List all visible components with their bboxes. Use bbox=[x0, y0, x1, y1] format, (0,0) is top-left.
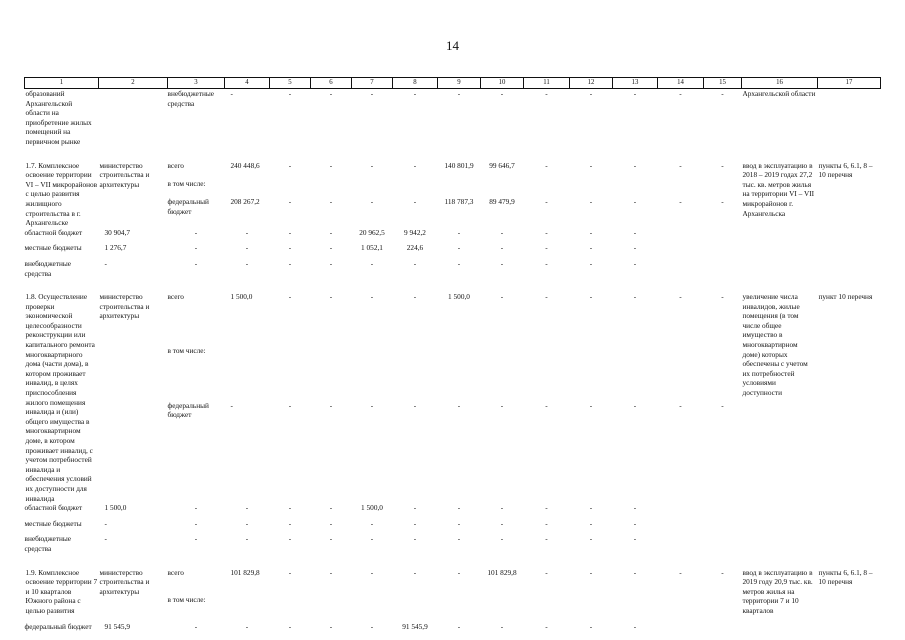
value-cell bbox=[225, 179, 270, 191]
value-cell: - bbox=[245, 534, 249, 544]
value-cell: - bbox=[545, 621, 548, 631]
result-cell: ввод в эксплуатацию в 2019 году 20,9 тыс. кв. метров жилья на территории 7 и 10 кварталов bbox=[742, 567, 813, 615]
value-cell: - bbox=[589, 567, 593, 577]
value-cell bbox=[570, 595, 613, 616]
value-cell: - bbox=[329, 534, 333, 544]
value-cell bbox=[438, 346, 481, 394]
value-cell: - bbox=[329, 258, 333, 268]
value-cell: - bbox=[633, 621, 637, 631]
program-table bbox=[24, 77, 881, 631]
value-cell: - bbox=[679, 292, 682, 302]
value-cell: 1 052,1 bbox=[361, 243, 383, 253]
funding-source-cell: внебюджетные средства bbox=[24, 258, 72, 278]
value-cell: - bbox=[633, 503, 637, 513]
value-cell: - bbox=[329, 621, 333, 631]
value-cell: - bbox=[633, 243, 637, 253]
value-cell: - bbox=[500, 621, 504, 631]
value-cell bbox=[658, 346, 704, 394]
value-cell: - bbox=[457, 243, 461, 253]
value-cell bbox=[704, 595, 742, 616]
column-header-3: 3 bbox=[168, 78, 225, 89]
funding-source-cell: всего bbox=[167, 567, 184, 577]
value-cell: - bbox=[457, 400, 461, 410]
value-cell: - bbox=[633, 400, 637, 410]
column-header-13: 13 bbox=[613, 78, 658, 89]
value-cell bbox=[311, 346, 352, 394]
value-cell: - bbox=[245, 518, 249, 528]
value-cell bbox=[481, 179, 524, 191]
value-cell: - bbox=[545, 160, 548, 170]
value-cell: - bbox=[194, 534, 198, 544]
activity-cell: 1.8. Осуществление проверки экономической целесообразности реконструкции или капитального ремонта многоквартирного дома (части дома), в котором проживает инвалид, в целях приспособления жилого помещения инвалида и (или) общего имущества в многоквартирном доме, в котором проживает инвалид, с учетом потребностей инвалида и обеспечения условий их доступности для инвалида bbox=[25, 292, 95, 503]
value-cell: - bbox=[370, 160, 374, 170]
value-cell: - bbox=[545, 243, 548, 253]
value-cell bbox=[613, 595, 658, 616]
funding-source-cell: областной бюджет bbox=[24, 227, 83, 237]
activity-cell: 1.9. Комплексное освоение территории 7 и 10 кварталов Южного района с целью развития bbox=[25, 567, 98, 615]
value-cell bbox=[393, 346, 438, 394]
value-cell: - bbox=[288, 534, 292, 544]
value-cell bbox=[225, 595, 270, 616]
column-header-15: 15 bbox=[704, 78, 742, 89]
result-cell: Архангельской области bbox=[742, 89, 816, 98]
value-cell bbox=[311, 179, 352, 191]
value-cell bbox=[613, 179, 658, 191]
value-cell: - bbox=[245, 258, 249, 268]
value-cell: - bbox=[633, 89, 637, 98]
value-cell: - bbox=[288, 89, 292, 98]
value-cell: - bbox=[413, 400, 417, 410]
value-cell bbox=[524, 346, 570, 394]
value-cell: 101 829,8 bbox=[487, 567, 517, 577]
value-cell: - bbox=[457, 518, 461, 528]
value-cell: 91 545,9 bbox=[402, 621, 428, 631]
value-cell: - bbox=[545, 227, 548, 237]
activity-cell: образований Архангельской области на приобретение жилых помещений на первичном рынке bbox=[25, 89, 92, 146]
value-cell: - bbox=[370, 567, 374, 577]
funding-source-cell: всего bbox=[167, 292, 184, 302]
value-cell: - bbox=[104, 518, 107, 528]
value-cell: 9 942,2 bbox=[404, 227, 426, 237]
spacer-cell bbox=[704, 497, 742, 503]
value-cell bbox=[352, 595, 393, 616]
value-cell: - bbox=[457, 621, 461, 631]
value-cell: - bbox=[589, 197, 593, 207]
table-row bbox=[25, 259, 881, 278]
value-cell: - bbox=[288, 160, 292, 170]
value-cell: - bbox=[370, 258, 374, 268]
value-cell: - bbox=[413, 160, 417, 170]
value-cell: 89 479,9 bbox=[489, 197, 515, 207]
value-cell: - bbox=[194, 243, 198, 253]
value-cell bbox=[481, 346, 524, 394]
value-cell: - bbox=[500, 534, 504, 544]
column-number-header bbox=[25, 78, 881, 89]
funding-source-cell: областной бюджет bbox=[24, 503, 83, 513]
value-cell: - bbox=[589, 243, 593, 253]
column-header-2: 2 bbox=[99, 78, 168, 89]
funding-source-cell: федеральный бюджет bbox=[167, 197, 209, 216]
column-header-5: 5 bbox=[270, 78, 311, 89]
value-cell: - bbox=[413, 567, 417, 577]
value-cell: - bbox=[413, 197, 417, 207]
value-cell: - bbox=[104, 258, 107, 268]
value-cell: - bbox=[500, 243, 504, 253]
value-cell: - bbox=[329, 503, 333, 513]
value-cell: - bbox=[721, 89, 724, 98]
points-cell: пункты 6, 6.1, 8 – 10 перечня bbox=[818, 160, 873, 180]
value-cell: - bbox=[288, 621, 292, 631]
value-cell: - bbox=[589, 89, 593, 98]
responsible-cell: министерство строительства и архитектуры bbox=[99, 292, 150, 321]
funding-source-cell: внебюджетные средства bbox=[167, 89, 215, 108]
value-cell: - bbox=[413, 518, 417, 528]
points-cell: пункт 10 перечня bbox=[818, 292, 873, 302]
value-cell: - bbox=[545, 258, 548, 268]
value-cell bbox=[613, 346, 658, 394]
table-row bbox=[25, 292, 881, 340]
value-cell: 91 545,9 bbox=[104, 621, 131, 631]
value-cell: - bbox=[288, 197, 292, 207]
funding-source-cell: в том числе: bbox=[167, 178, 206, 188]
column-header-1: 1 bbox=[25, 78, 99, 89]
value-cell: - bbox=[500, 518, 504, 528]
value-cell: - bbox=[457, 258, 461, 268]
value-cell: - bbox=[589, 621, 593, 631]
block-separator bbox=[25, 278, 881, 292]
value-cell: - bbox=[288, 292, 292, 302]
value-cell: 99 646,7 bbox=[489, 160, 515, 170]
value-cell bbox=[352, 346, 393, 394]
value-cell: - bbox=[245, 227, 249, 237]
value-cell: - bbox=[633, 258, 637, 268]
value-cell: - bbox=[679, 567, 682, 577]
value-cell: - bbox=[288, 518, 292, 528]
funding-source-cell: местные бюджеты bbox=[24, 243, 82, 253]
value-cell: 208 267,2 bbox=[230, 197, 260, 207]
value-cell: - bbox=[545, 534, 548, 544]
value-cell: - bbox=[633, 227, 637, 237]
column-header-17: 17 bbox=[818, 78, 881, 89]
value-cell: - bbox=[245, 621, 249, 631]
value-cell bbox=[481, 595, 524, 616]
spacer-cell bbox=[704, 222, 742, 228]
value-cell: - bbox=[589, 292, 593, 302]
value-cell bbox=[524, 595, 570, 616]
table-row bbox=[25, 622, 881, 632]
value-cell: 1 500,0 bbox=[230, 292, 253, 302]
value-cell: 118 787,3 bbox=[444, 197, 474, 207]
value-cell: - bbox=[370, 518, 374, 528]
value-cell: - bbox=[370, 400, 374, 410]
value-cell: - bbox=[413, 503, 417, 513]
column-header-6: 6 bbox=[311, 78, 352, 89]
value-cell bbox=[270, 346, 311, 394]
responsible-cell: министерство строительства и архитектуры bbox=[99, 160, 150, 189]
value-cell: - bbox=[457, 534, 461, 544]
value-cell: - bbox=[329, 243, 333, 253]
value-cell: - bbox=[194, 503, 198, 513]
value-cell: - bbox=[329, 518, 333, 528]
value-cell: - bbox=[413, 292, 417, 302]
value-cell: - bbox=[500, 258, 504, 268]
value-cell: - bbox=[679, 400, 682, 410]
value-cell: - bbox=[589, 160, 593, 170]
value-cell: - bbox=[370, 534, 374, 544]
value-cell: - bbox=[413, 258, 417, 268]
value-cell: - bbox=[230, 400, 233, 410]
value-cell: - bbox=[457, 503, 461, 513]
value-cell: - bbox=[329, 89, 333, 98]
value-cell: - bbox=[329, 292, 333, 302]
value-cell: - bbox=[545, 567, 548, 577]
table-row bbox=[25, 519, 881, 529]
value-cell bbox=[524, 179, 570, 191]
value-cell: - bbox=[589, 534, 593, 544]
value-cell: - bbox=[370, 292, 374, 302]
value-cell: - bbox=[194, 621, 198, 631]
separator-cell bbox=[25, 278, 881, 292]
value-cell bbox=[393, 595, 438, 616]
value-cell: - bbox=[545, 518, 548, 528]
block-separator bbox=[25, 554, 881, 568]
value-cell: - bbox=[104, 534, 107, 544]
value-cell: - bbox=[457, 89, 461, 98]
responsible-cell bbox=[99, 89, 168, 147]
value-cell: - bbox=[589, 503, 593, 513]
separator-cell bbox=[25, 554, 881, 568]
table-row bbox=[25, 161, 881, 173]
value-cell bbox=[225, 346, 270, 394]
value-cell: 1 500,0 bbox=[104, 503, 127, 513]
result-cell: увеличение числа инвалидов, жилые помещения (в том числе общее имущество в многоквартирном доме) которых обеспечены с учетом их потребностей условиями доступности bbox=[742, 292, 808, 398]
value-cell: - bbox=[194, 227, 198, 237]
value-cell: - bbox=[288, 227, 292, 237]
value-cell: - bbox=[633, 518, 637, 528]
value-cell: - bbox=[721, 400, 724, 410]
spacer-cell bbox=[658, 497, 704, 503]
value-cell: - bbox=[245, 243, 249, 253]
result-cell: ввод в эксплуатацию в 2018 – 2019 годах 27,2 тыс. кв. метров жилья на территории VI – VII микрорайонов г. Архангельска bbox=[742, 160, 815, 218]
value-cell bbox=[704, 179, 742, 191]
value-cell: - bbox=[721, 567, 724, 577]
funding-source-cell: федеральный бюджет bbox=[24, 621, 92, 631]
value-cell: - bbox=[370, 621, 374, 631]
spacer-cell bbox=[658, 222, 704, 228]
value-cell: - bbox=[633, 534, 637, 544]
value-cell: 224,6 bbox=[406, 243, 424, 253]
value-cell: - bbox=[370, 197, 374, 207]
points-cell: пункты 6, 6.1, 8 – 10 перечня bbox=[818, 567, 873, 587]
value-cell: - bbox=[288, 258, 292, 268]
table-body bbox=[25, 89, 881, 632]
value-cell bbox=[438, 595, 481, 616]
value-cell bbox=[270, 179, 311, 191]
funding-source-cell: местные бюджеты bbox=[24, 518, 82, 528]
value-cell: - bbox=[500, 227, 504, 237]
value-cell: - bbox=[288, 503, 292, 513]
value-cell bbox=[658, 595, 704, 616]
responsible-cell: министерство строительства и архитектуры bbox=[99, 567, 150, 596]
value-cell: - bbox=[589, 258, 593, 268]
table-row bbox=[25, 503, 881, 513]
value-cell: - bbox=[329, 400, 333, 410]
funding-source-cell: всего bbox=[167, 160, 184, 170]
value-cell: - bbox=[589, 227, 593, 237]
table-row bbox=[25, 89, 881, 147]
block-separator bbox=[25, 147, 881, 161]
value-cell: - bbox=[413, 534, 417, 544]
table-row bbox=[25, 568, 881, 589]
value-cell: - bbox=[633, 197, 637, 207]
column-header-11: 11 bbox=[524, 78, 570, 89]
separator-cell bbox=[25, 147, 881, 161]
column-header-14: 14 bbox=[658, 78, 704, 89]
column-header-4: 4 bbox=[225, 78, 270, 89]
funding-source-cell: в том числе: bbox=[167, 346, 206, 356]
value-cell: 1 276,7 bbox=[104, 243, 127, 253]
value-cell bbox=[570, 346, 613, 394]
value-cell: - bbox=[288, 400, 292, 410]
value-cell: - bbox=[370, 89, 374, 98]
value-cell: - bbox=[329, 197, 333, 207]
value-cell: 101 829,8 bbox=[230, 567, 260, 577]
value-cell: - bbox=[589, 400, 593, 410]
activity-cell: 1.7. Комплексное освоение территории VI – VII микрорайонов с целью развития жилищного строительства в г. Архангельске bbox=[25, 160, 98, 228]
value-cell: - bbox=[329, 160, 333, 170]
table-row bbox=[25, 534, 881, 553]
value-cell: 1 500,0 bbox=[361, 503, 383, 513]
value-cell: - bbox=[545, 89, 548, 98]
value-cell bbox=[270, 595, 311, 616]
funding-source-cell: внебюджетные средства bbox=[24, 534, 72, 553]
column-header-8: 8 bbox=[393, 78, 438, 89]
value-cell: - bbox=[545, 292, 548, 302]
value-cell: - bbox=[245, 503, 249, 513]
value-cell: - bbox=[500, 292, 504, 302]
column-header-9: 9 bbox=[438, 78, 481, 89]
column-header-7: 7 bbox=[352, 78, 393, 89]
value-cell: - bbox=[457, 567, 461, 577]
value-cell: - bbox=[288, 567, 292, 577]
value-cell: - bbox=[329, 567, 333, 577]
value-cell bbox=[570, 179, 613, 191]
column-header-16: 16 bbox=[742, 78, 818, 89]
value-cell: - bbox=[194, 518, 198, 528]
value-cell: 20 962,5 bbox=[359, 227, 385, 237]
value-cell: - bbox=[288, 243, 292, 253]
value-cell: - bbox=[679, 160, 682, 170]
value-cell: - bbox=[633, 567, 637, 577]
column-header-12: 12 bbox=[570, 78, 613, 89]
value-cell: - bbox=[500, 89, 504, 98]
value-cell bbox=[311, 595, 352, 616]
value-cell: - bbox=[633, 292, 637, 302]
table-row bbox=[25, 243, 881, 253]
points-cell bbox=[818, 89, 881, 147]
value-cell: - bbox=[545, 503, 548, 513]
value-cell: - bbox=[194, 258, 198, 268]
value-cell: - bbox=[230, 89, 233, 98]
value-cell: 140 801,9 bbox=[444, 160, 474, 170]
value-cell: 30 904,7 bbox=[104, 227, 131, 237]
value-cell: - bbox=[721, 197, 724, 207]
column-header-10: 10 bbox=[481, 78, 524, 89]
value-cell: - bbox=[413, 89, 417, 98]
value-cell: - bbox=[589, 518, 593, 528]
value-cell: - bbox=[679, 89, 682, 98]
page-number: 14 bbox=[446, 38, 459, 53]
value-cell: - bbox=[633, 160, 637, 170]
value-cell: - bbox=[679, 197, 682, 207]
value-cell bbox=[658, 179, 704, 191]
value-cell: 1 500,0 bbox=[448, 292, 470, 302]
value-cell: - bbox=[457, 227, 461, 237]
value-cell bbox=[352, 179, 393, 191]
value-cell: - bbox=[721, 292, 724, 302]
value-cell: - bbox=[329, 227, 333, 237]
value-cell: - bbox=[721, 160, 724, 170]
value-cell: - bbox=[500, 503, 504, 513]
table-row bbox=[25, 228, 881, 238]
value-cell bbox=[704, 346, 742, 394]
value-cell: - bbox=[545, 400, 548, 410]
value-cell: - bbox=[545, 197, 548, 207]
funding-source-cell: в том числе: bbox=[167, 594, 206, 604]
funding-source-cell: федеральный бюджет bbox=[167, 400, 209, 420]
value-cell: 240 448,6 bbox=[230, 160, 260, 170]
value-cell bbox=[393, 179, 438, 191]
value-cell: - bbox=[500, 400, 504, 410]
value-cell bbox=[438, 179, 481, 191]
